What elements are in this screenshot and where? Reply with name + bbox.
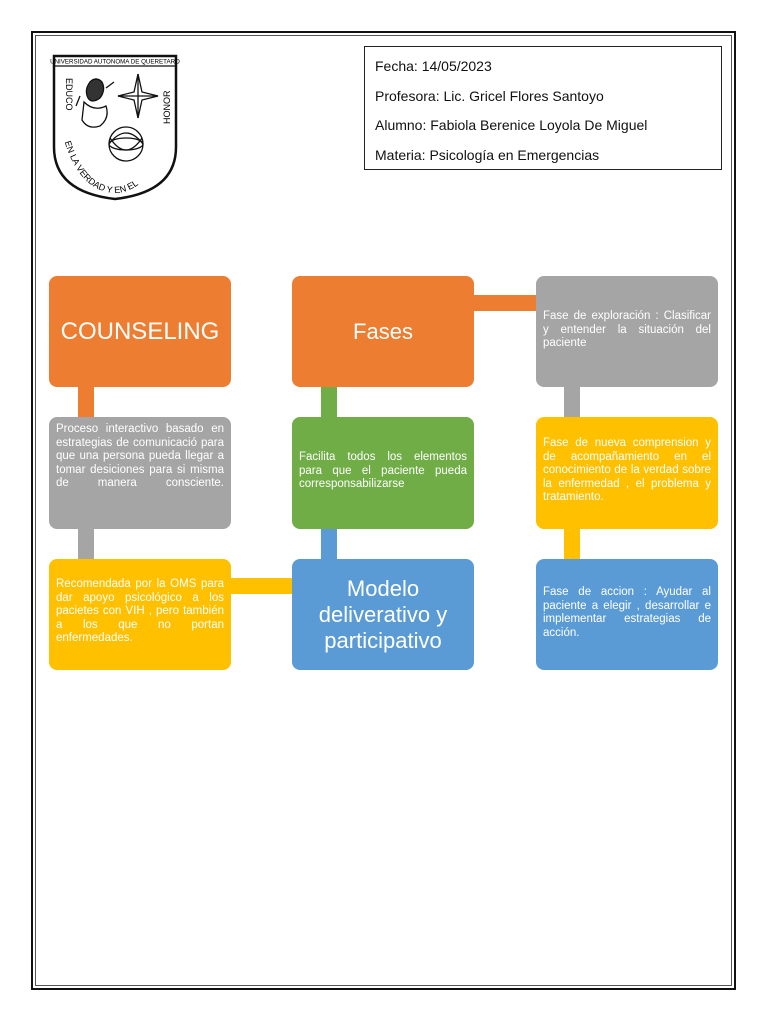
info-box bbox=[364, 46, 722, 170]
connector-modelo-facilita bbox=[321, 529, 337, 559]
facilita-box: Facilita todos los elementos para que el paciente pueda corresponsabilizarse bbox=[292, 417, 474, 529]
modelo-box: Modelo deliverativo y participativo bbox=[292, 559, 474, 670]
seal-right-text: HONOR bbox=[162, 90, 172, 124]
counseling-box: COUNSELING bbox=[49, 276, 231, 387]
student-line: Alumno: Fabiola Berenice Loyola De Miguel bbox=[375, 117, 648, 133]
connector-counseling-proceso bbox=[78, 387, 94, 417]
recomendada-box: Recomendada por la OMS para dar apoyo psicológico a los pacietes con VIH , pero también a los que no portan enfermedades. bbox=[49, 559, 231, 670]
connector-comprension-accion bbox=[564, 529, 580, 559]
seal-top-text: UNIVERSIDAD AUTONOMA DE QUERETARO bbox=[50, 58, 180, 66]
seal-left-text: EDUCO bbox=[64, 78, 74, 111]
accion-box: Fase de accion : Ayudar al paciente a elegir , desarrollar e implementar estrategias de acción. bbox=[536, 559, 718, 670]
fases-box: Fases bbox=[292, 276, 474, 387]
comprension-box: Fase de nueva comprension y de acompañamiento en el conocimiento de la verdad sobre la enfermedad , el problema y tratamiento. bbox=[536, 417, 718, 529]
university-seal-logo bbox=[50, 52, 180, 202]
subject-line: Materia: Psicología en Emergencias bbox=[375, 146, 600, 163]
connector-fases-exploracion bbox=[474, 295, 536, 311]
teacher-line: Profesora: Lic. Gricel Flores Santoyo bbox=[375, 87, 604, 104]
connector-proceso-recomendada bbox=[78, 529, 94, 559]
connector-exploracion-comprension bbox=[564, 387, 580, 417]
seal-bottom-text: EN LA VERDAD Y EN EL bbox=[62, 139, 140, 196]
proceso-box: Proceso interactivo basado en estrategias de comunicació para que una persona pueda llegar a tomar desiciones para si misma de manera consciente. bbox=[49, 417, 231, 529]
connector-recomendada-modelo bbox=[231, 578, 293, 594]
date-line: Fecha: 14/05/2023 bbox=[375, 58, 492, 74]
connector-facilita-fases bbox=[321, 387, 337, 417]
exploracion-box: Fase de exploración : Clasificar y entender la situación del paciente bbox=[536, 276, 718, 387]
